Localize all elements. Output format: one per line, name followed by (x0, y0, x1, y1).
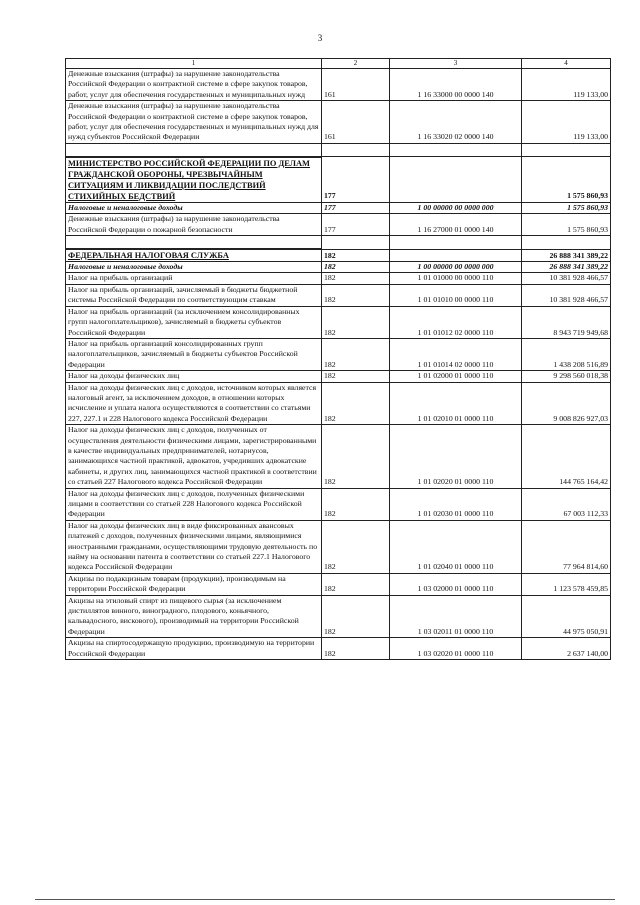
row-name: Налог на прибыль организаций, зачисляемый в бюджеты бюджетной системы Российской Федерации по соответствующим ставкам (66, 284, 322, 306)
page-bottom-rule (35, 899, 615, 900)
row-amount: 1 438 208 516,89 (522, 338, 611, 370)
spacer-row (66, 236, 611, 250)
row-name: Денежные взыскания (штрафы) за нарушение законодательства Российской Федерации о пожарной безопасности (66, 214, 322, 236)
row-budget-code: 1 16 33020 02 0000 140 (390, 101, 522, 144)
row-name: Налог на доходы физических лиц в виде фиксированных авансовых платежей с доходов, полученных физическими лицами, являющимися иностранными гражданами, осуществляющими трудовую деятельность по найму на основании патента в соответствии со статьей 227.1 Налогового кодекса Российской Федерации (66, 520, 322, 573)
row-amount: 8 943 719 949,68 (522, 306, 611, 338)
column-header-1: 1 (66, 59, 322, 69)
column-header-2: 2 (322, 59, 390, 69)
row-name: Налоговые и неналоговые доходы (66, 262, 322, 273)
spacer-cell (66, 143, 322, 157)
row-name: ФЕДЕРАЛЬНАЯ НАЛОГОВАЯ СЛУЖБА (66, 249, 322, 262)
row-budget-code: 1 00 00000 00 0000 000 (390, 262, 522, 273)
row-name: Денежные взыскания (штрафы) за нарушение законодательства Российской Федерации о контрактной системе в сфере закупок товаров, работ, услуг для обеспечения государственных и муниципальных нужд для нужд субъектов Российской Федерации (66, 101, 322, 144)
spacer-cell (390, 143, 522, 157)
table-row (66, 214, 611, 236)
row-name: Денежные взыскания (штрафы) за нарушение законодательства Российской Федерации о контрактной системе в сфере закупок товаров, работ, услуг для обеспечения государственных и муниципальных нужд (66, 69, 322, 101)
row-budget-code (390, 157, 522, 203)
row-amount: 9 008 826 927,03 (522, 382, 611, 425)
page-number: 3 (317, 33, 323, 43)
table-row (66, 371, 611, 382)
revenue-table (65, 58, 611, 660)
row-agency-code: 182 (322, 520, 390, 573)
ministry-row (66, 157, 611, 203)
table-row (66, 101, 611, 144)
row-agency-code: 182 (322, 306, 390, 338)
table-row (66, 488, 611, 520)
row-budget-code: 1 01 02010 01 0000 110 (390, 382, 522, 425)
row-amount: 10 381 928 466,57 (522, 273, 611, 284)
table-row (66, 284, 611, 306)
table-header-row (66, 59, 611, 69)
row-amount: 2 637 140,00 (522, 638, 611, 660)
row-name: МИНИСТЕРСТВО РОССИЙСКОЙ ФЕДЕРАЦИИ ПО ДЕЛАМ ГРАЖДАНСКОЙ ОБОРОНЫ, ЧРЕЗВЫЧАЙНЫМ СИТУАЦИЯМ И ЛИКВИДАЦИИ ПОСЛЕДСТВИЙ СТИХИЙНЫХ БЕДСТВИЙ (66, 157, 322, 203)
row-budget-code: 1 01 02040 01 0000 110 (390, 520, 522, 573)
row-agency-code: 161 (322, 101, 390, 144)
ministry-row (66, 249, 611, 262)
row-agency-code: 161 (322, 69, 390, 101)
table-row (66, 573, 611, 595)
row-name: Налог на прибыль организаций (66, 273, 322, 284)
row-amount: 44 975 050,91 (522, 595, 611, 638)
row-name: Акцизы по подакцизным товарам (продукции), производимым на территории Российской Федерации (66, 573, 322, 595)
row-agency-code: 182 (322, 273, 390, 284)
row-name: Налог на прибыль организаций консолидированных групп налогоплательщиков, зачисляемый в бюджеты субъектов Российской Федерации (66, 338, 322, 370)
row-name: Налоговые и неналоговые доходы (66, 202, 322, 213)
table-row (66, 382, 611, 425)
row-agency-code: 182 (322, 382, 390, 425)
spacer-cell (390, 236, 522, 250)
row-budget-code: 1 01 02020 01 0000 110 (390, 425, 522, 488)
row-name: Акцизы на спиртосодержащую продукцию, производимую на территории Российской Федерации (66, 638, 322, 660)
spacer-cell (66, 236, 322, 250)
table-body (66, 69, 611, 660)
row-budget-code: 1 01 01014 02 0000 110 (390, 338, 522, 370)
row-amount: 67 003 112,33 (522, 488, 611, 520)
row-agency-code: 182 (322, 249, 390, 262)
row-amount: 26 888 341 389,22 (522, 262, 611, 273)
row-budget-code: 1 01 01012 02 0000 110 (390, 306, 522, 338)
table-row (66, 338, 611, 370)
row-budget-code: 1 01 02000 01 0000 110 (390, 371, 522, 382)
row-agency-code: 182 (322, 262, 390, 273)
row-agency-code: 182 (322, 371, 390, 382)
spacer-cell (522, 143, 611, 157)
row-budget-code: 1 16 33000 00 0000 140 (390, 69, 522, 101)
row-name: Акцизы на этиловый спирт из пищевого сырья (за исключением дистиллятов винного, виноградного, плодового, коньячного, кальвадосного, вискового), производимый на территории Российской Федерации (66, 595, 322, 638)
row-agency-code: 182 (322, 284, 390, 306)
spacer-cell (322, 143, 390, 157)
table-row (66, 425, 611, 488)
row-amount: 119 133,00 (522, 69, 611, 101)
row-name: Налог на прибыль организаций (за исключением консолидированных групп налогоплательщиков), зачисляемый в бюджеты субъектов Российской Федерации (66, 306, 322, 338)
column-header-4: 4 (522, 59, 611, 69)
spacer-cell (322, 236, 390, 250)
row-budget-code: 1 01 01000 00 0000 110 (390, 273, 522, 284)
row-agency-code: 182 (322, 595, 390, 638)
row-name: Налог на доходы физических лиц с доходов, полученных от осуществления деятельности физическими лицами, зарегистрированными в качестве индивидуальных предпринимателей, нотариусов, занимающихся частной практикой, адвокатов, учредивших адвокатские кабинеты, и других лиц, занимающихся частной практикой в соответствии со статьей 227 Налогового кодекса Российской Федерации (66, 425, 322, 488)
spacer-cell (522, 236, 611, 250)
row-amount: 1 123 578 459,85 (522, 573, 611, 595)
row-agency-code: 182 (322, 638, 390, 660)
table-row (66, 520, 611, 573)
table-row (66, 306, 611, 338)
row-budget-code: 1 16 27000 01 0000 140 (390, 214, 522, 236)
row-agency-code: 177 (322, 202, 390, 213)
row-agency-code: 182 (322, 573, 390, 595)
row-amount: 77 964 814,60 (522, 520, 611, 573)
spacer-row (66, 143, 611, 157)
row-amount: 144 765 164,42 (522, 425, 611, 488)
row-name: Налог на доходы физических лиц (66, 371, 322, 382)
row-budget-code: 1 03 02020 01 0000 110 (390, 638, 522, 660)
row-amount: 1 575 860,93 (522, 202, 611, 213)
subtotal-row (66, 262, 611, 273)
table-row (66, 638, 611, 660)
row-budget-code: 1 01 02030 01 0000 110 (390, 488, 522, 520)
row-name: Налог на доходы физических лиц с доходов, полученных физическими лицами в соответствии со статьей 228 Налогового кодекса Российской Федерации (66, 488, 322, 520)
row-budget-code: 1 01 01010 00 0000 110 (390, 284, 522, 306)
row-budget-code: 1 00 00000 00 0000 000 (390, 202, 522, 213)
row-amount: 1 575 860,93 (522, 214, 611, 236)
table-row (66, 273, 611, 284)
row-budget-code (390, 249, 522, 262)
row-amount: 26 888 341 389,22 (522, 249, 611, 262)
row-budget-code: 1 03 02011 01 0000 110 (390, 595, 522, 638)
row-amount: 119 133,00 (522, 101, 611, 144)
row-agency-code: 182 (322, 338, 390, 370)
table-row (66, 69, 611, 101)
row-agency-code: 177 (322, 214, 390, 236)
row-agency-code: 182 (322, 425, 390, 488)
subtotal-row (66, 202, 611, 213)
row-amount: 9 298 560 018,38 (522, 371, 611, 382)
row-agency-code: 177 (322, 157, 390, 203)
row-amount: 1 575 860,93 (522, 157, 611, 203)
row-amount: 10 381 928 466,57 (522, 284, 611, 306)
table-row (66, 595, 611, 638)
row-budget-code: 1 03 02000 01 0000 110 (390, 573, 522, 595)
row-name: Налог на доходы физических лиц с доходов, источником которых является налоговый агент, за исключением доходов, в отношении которых исчисление и уплата налога осуществляются в соответствии со статьями 227, 227.1 и 228 Налогового кодекса Российской Федерации (66, 382, 322, 425)
row-agency-code: 182 (322, 488, 390, 520)
column-header-3: 3 (390, 59, 522, 69)
